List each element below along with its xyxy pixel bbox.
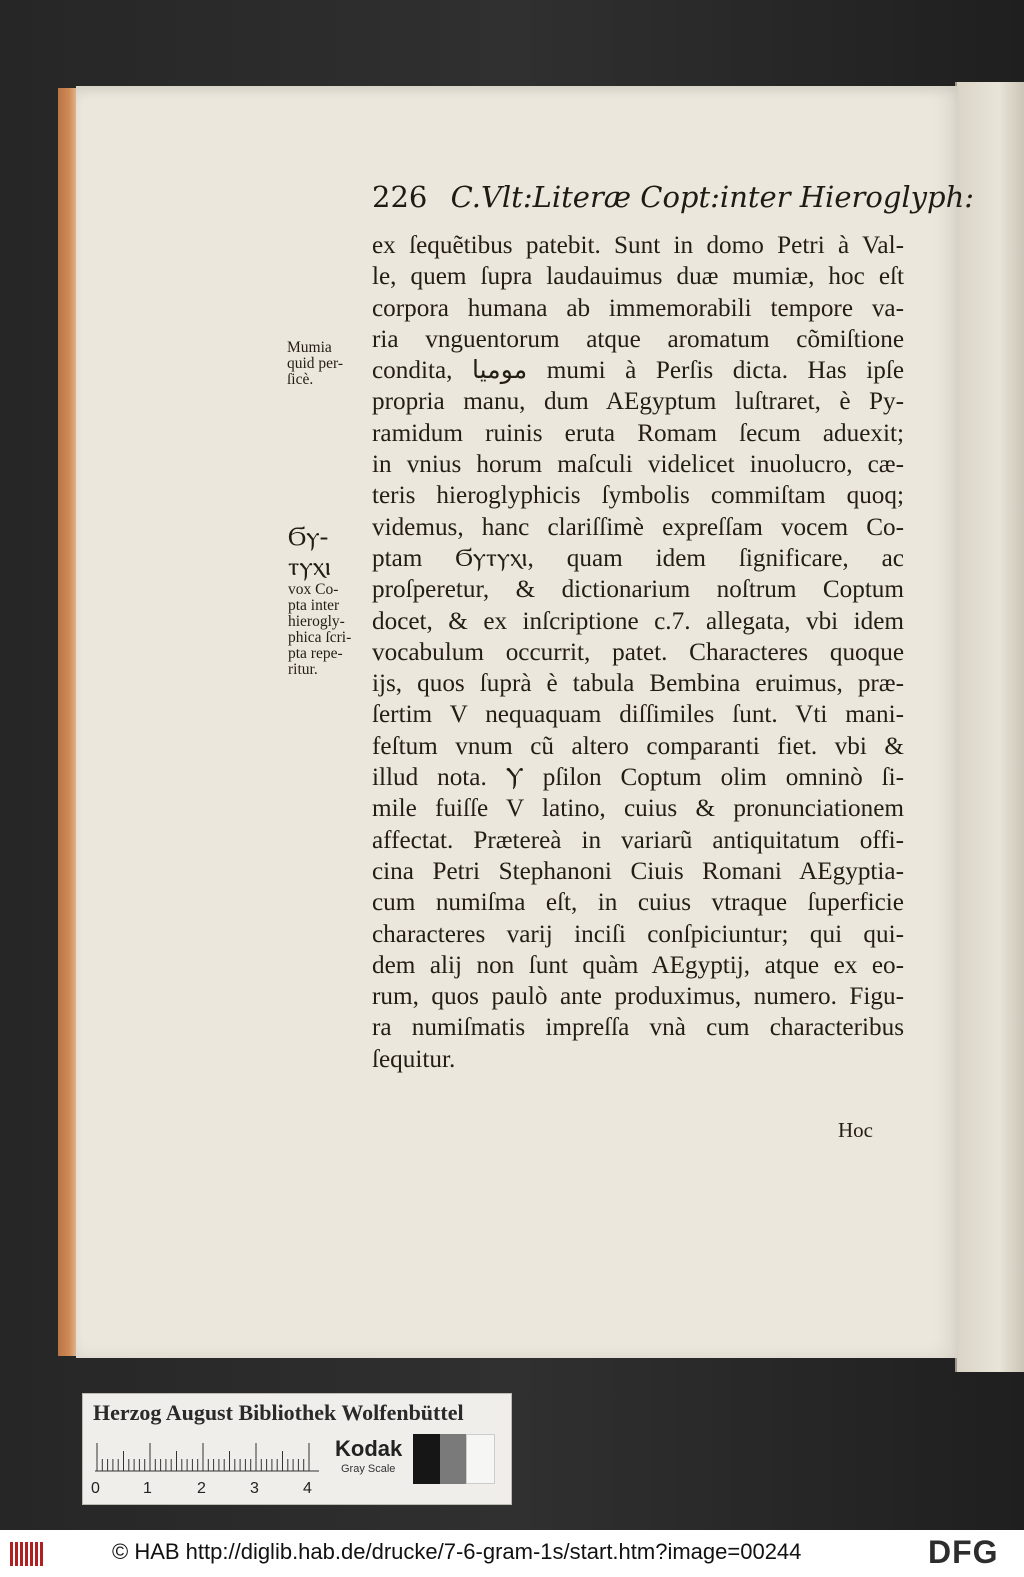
kodak-logo: Kodak — [335, 1436, 403, 1461]
text-line: ijs, quos ſuprà è tabula Bembina eruimus, præ- — [372, 670, 904, 698]
running-header — [372, 180, 975, 224]
swatch-black — [413, 1434, 440, 1484]
ruler-scale — [95, 1442, 319, 1472]
text-line: propria manu, dum AEgyptum luſtraret, è Py- — [372, 388, 904, 416]
hab-logo-icon — [8, 1538, 48, 1570]
text-line: ex ſequẽtibus patebit. Sunt in domo Petri à Val- — [372, 232, 904, 259]
text-line: proſperetur, & dictionarium noſtrum Coptum — [372, 576, 904, 604]
ruler-number: 3 — [250, 1480, 259, 1497]
text-line: teris hieroglyphicis ſymbolis commiſtam quoq; — [372, 482, 904, 510]
text-line: ramidum ruinis eruta Romam ſecum aduexit; — [372, 419, 904, 447]
institution-name: Herzog August Bibliothek Wolfenbüttel — [93, 1400, 464, 1425]
margin-note-line: vox Co- — [288, 581, 339, 598]
ruler-numbers — [91, 1480, 331, 1500]
catchword: Hoc — [838, 1118, 873, 1142]
margin-note-line: pta repe- — [288, 645, 343, 662]
text-line: affectat. Prætereà in variarũ antiquitatum offi- — [372, 826, 904, 854]
text-line: condita, موميا mumi à Perſis dicta. Has ipſe — [372, 357, 904, 385]
text-line: corpora humana ab immemorabili tempore va- — [372, 294, 904, 322]
text-line: vocabulum occurrit, patet. Characteres quoque — [372, 638, 904, 666]
margin-note-line: pta inter — [288, 597, 340, 614]
text-line: dem alij non ſunt quàm AEgyptij, atque ex eo- — [372, 951, 904, 979]
dfg-logo: DFG — [928, 1534, 999, 1570]
text-line: videmus, hanc clariſſimè expreſſam vocem Co- — [372, 513, 904, 541]
swatch-gray — [440, 1434, 467, 1484]
margin-note-line: ſicè. — [287, 371, 314, 388]
ruler-number: 2 — [197, 1480, 206, 1497]
page-number: 226 — [372, 180, 428, 214]
running-title: C.Vlt:Literæ Copt:inter Hieroglyph: — [450, 180, 975, 214]
text-line: characteres varij inciſi conſpiciuntur; qui qui- — [372, 920, 904, 948]
text-line: ſertim V nequaquam diſſimiles ſunt. Vti mani- — [372, 701, 904, 729]
ruler-number: 0 — [91, 1480, 100, 1497]
text-line: ſequitur. — [372, 1045, 456, 1073]
margin-note-mumia — [287, 340, 367, 388]
margin-note-line: quid per- — [287, 355, 344, 372]
margin-note-line: phica ſcri- — [288, 629, 352, 646]
gray-swatches — [413, 1434, 495, 1484]
text-line: rum, quos paulò ante produximus, numero. Figu- — [372, 983, 904, 1011]
ruler-number: 4 — [303, 1480, 312, 1497]
text-line: mile fuiſſe V latino, cuius & pronunciationem — [372, 795, 904, 823]
text-line: feſtum vnum cũ altero comparanti fiet. vbi & — [372, 732, 904, 760]
text-line: illud nota. Ⲩ pſilon Coptum olim omninò ſi- — [372, 764, 904, 792]
text-line: ra numiſmatis impreſſa vnà cum characteribus — [372, 1014, 904, 1042]
text-line: docet, & ex inſcriptione c.7. allegata, vbi idem — [372, 607, 904, 635]
margin-note-line: ⲧⲩⲭⲓ — [288, 552, 331, 581]
gray-scale-caption: Gray Scale — [341, 1463, 396, 1475]
margin-note-line: Mumia — [287, 339, 332, 356]
margin-note-coptic — [288, 522, 370, 678]
margin-note-line: ritur. — [288, 661, 318, 678]
main-text-block — [372, 230, 904, 1075]
margin-note-line: Ϭⲩ- — [288, 522, 329, 551]
text-line: ria vnguentorum atque aromatum cõmiſtione — [372, 325, 904, 353]
text-line: ptam Ϭⲩⲧⲩⲭⲓ, quam idem ſignificare, ac — [372, 544, 904, 572]
swatch-white — [466, 1434, 495, 1484]
text-line: in vnius horum maſculi videlicet inuolucro, cæ- — [372, 451, 904, 479]
footer-bar — [0, 1530, 1024, 1577]
scan-calibration-card — [82, 1393, 512, 1505]
ruler-number: 1 — [143, 1480, 152, 1497]
margin-note-line: hierogly- — [288, 613, 345, 630]
text-line: le, quem ſupra laudauimus duæ mumiæ, hoc eſt — [372, 263, 904, 291]
text-line: cina Petri Stephanoni Ciuis Romani AEgyptia- — [372, 857, 904, 885]
facing-page-edge — [955, 82, 1024, 1372]
text-line: cum numiſma eſt, in cuius vtraque ſuperficie — [372, 889, 904, 917]
copyright-url: © HAB http://diglib.hab.de/drucke/7-6-gram-1s/start.htm?image=00244 — [112, 1539, 802, 1564]
